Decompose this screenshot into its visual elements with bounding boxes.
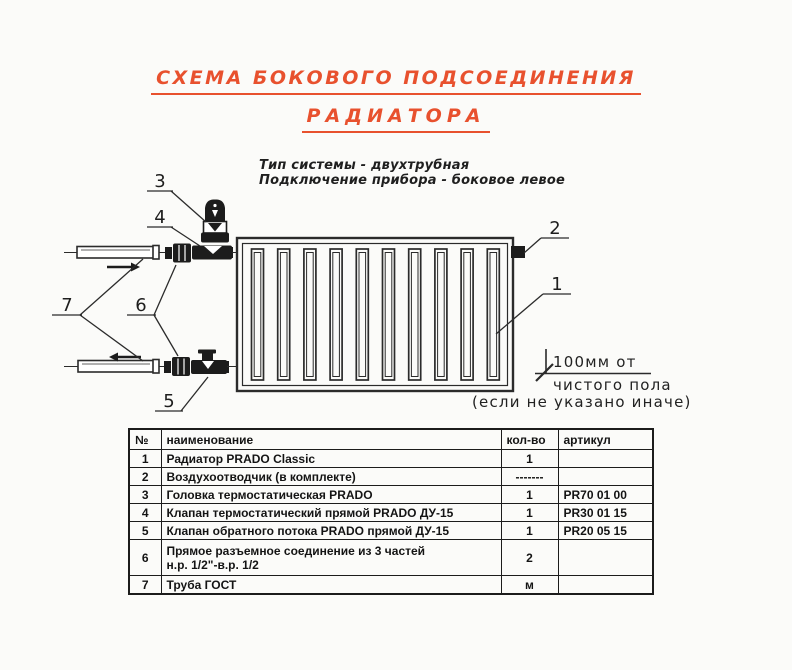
dimension-note-line1: 100мм от — [553, 353, 637, 371]
row-qty: 1 — [501, 504, 558, 522]
air-vent — [511, 246, 525, 258]
callout-4: 4 — [154, 207, 166, 228]
row-name — [161, 540, 501, 576]
radiator — [237, 238, 513, 391]
callout-5: 5 — [163, 391, 175, 412]
row-article: PR30 01 15 — [558, 504, 653, 522]
return-valve — [191, 350, 229, 375]
row-article — [558, 540, 653, 576]
table-row — [129, 576, 653, 595]
table-row — [129, 540, 653, 576]
row-qty: 1 — [501, 450, 558, 468]
table-row — [129, 504, 653, 522]
union-fitting-bottom — [164, 357, 190, 376]
radiator-sections — [252, 249, 500, 380]
callout-leaders — [52, 191, 571, 411]
row-name: Клапан обратного потока PRADO прямой ДУ-15 — [161, 522, 501, 540]
table-row — [129, 522, 653, 540]
row-article — [558, 468, 653, 486]
row-num: 2 — [129, 468, 161, 486]
callout-2-leader — [524, 238, 569, 253]
note-system-type: Тип системы - двухтрубная — [259, 158, 470, 173]
dimension-note-line3: (если не указано иначе) — [472, 393, 692, 411]
table-header-row — [129, 429, 653, 450]
page-title-line2: РАДИАТОРА — [302, 104, 491, 133]
row-num: 3 — [129, 486, 161, 504]
callout-6: 6 — [135, 295, 147, 316]
parts-table — [128, 428, 654, 595]
row-num: 1 — [129, 450, 161, 468]
row-name: Клапан термостатический прямой PRADO ДУ-15 — [161, 504, 501, 522]
union-fitting-top — [165, 244, 191, 263]
flow-in-arrow — [107, 263, 140, 272]
row-num: 6 — [129, 540, 161, 576]
row-name: Головка термостатическая PRADO — [161, 486, 501, 504]
table-row — [129, 486, 653, 504]
row-article — [558, 450, 653, 468]
header-name: наименование — [161, 429, 501, 450]
row-name-line1: Прямое разъемное соединение из 3 частей — [166, 543, 426, 558]
header-num: № — [129, 429, 161, 450]
row-article — [558, 576, 653, 595]
header-article: артикул — [558, 429, 653, 450]
row-name: Труба ГОСТ — [161, 576, 501, 595]
row-qty: 1 — [501, 522, 558, 540]
row-article: PR20 05 15 — [558, 522, 653, 540]
supply-pipe — [64, 246, 166, 260]
row-name-line2: н.р. 1/2"-в.р. 1/2 — [166, 557, 259, 572]
row-qty: ------- — [501, 468, 558, 486]
return-pipe — [64, 360, 165, 374]
row-num: 4 — [129, 504, 161, 522]
row-num: 5 — [129, 522, 161, 540]
note-connection-type: Подключение прибора - боковое левое — [259, 173, 565, 188]
thermostatic-valve — [192, 246, 233, 260]
callout-4-leader — [147, 227, 200, 246]
row-qty: 1 — [501, 486, 558, 504]
row-name: Радиатор PRADO Classic — [161, 450, 501, 468]
table-row — [129, 450, 653, 468]
callout-3: 3 — [154, 171, 166, 192]
row-name: Воздухоотводчик (в комплекте) — [161, 468, 501, 486]
callout-1: 1 — [551, 274, 563, 295]
row-qty: 2 — [501, 540, 558, 576]
row-num: 7 — [129, 576, 161, 595]
dimension-note-line2: чистого пола — [553, 376, 672, 394]
callout-7: 7 — [61, 295, 73, 316]
callout-2: 2 — [549, 218, 561, 239]
page-title-line1: СХЕМА БОКОВОГО ПОДСОЕДИНЕНИЯ — [151, 66, 641, 95]
header-qty: кол-во — [501, 429, 558, 450]
row-article: PR70 01 00 — [558, 486, 653, 504]
row-qty: м — [501, 576, 558, 595]
table-row — [129, 468, 653, 486]
